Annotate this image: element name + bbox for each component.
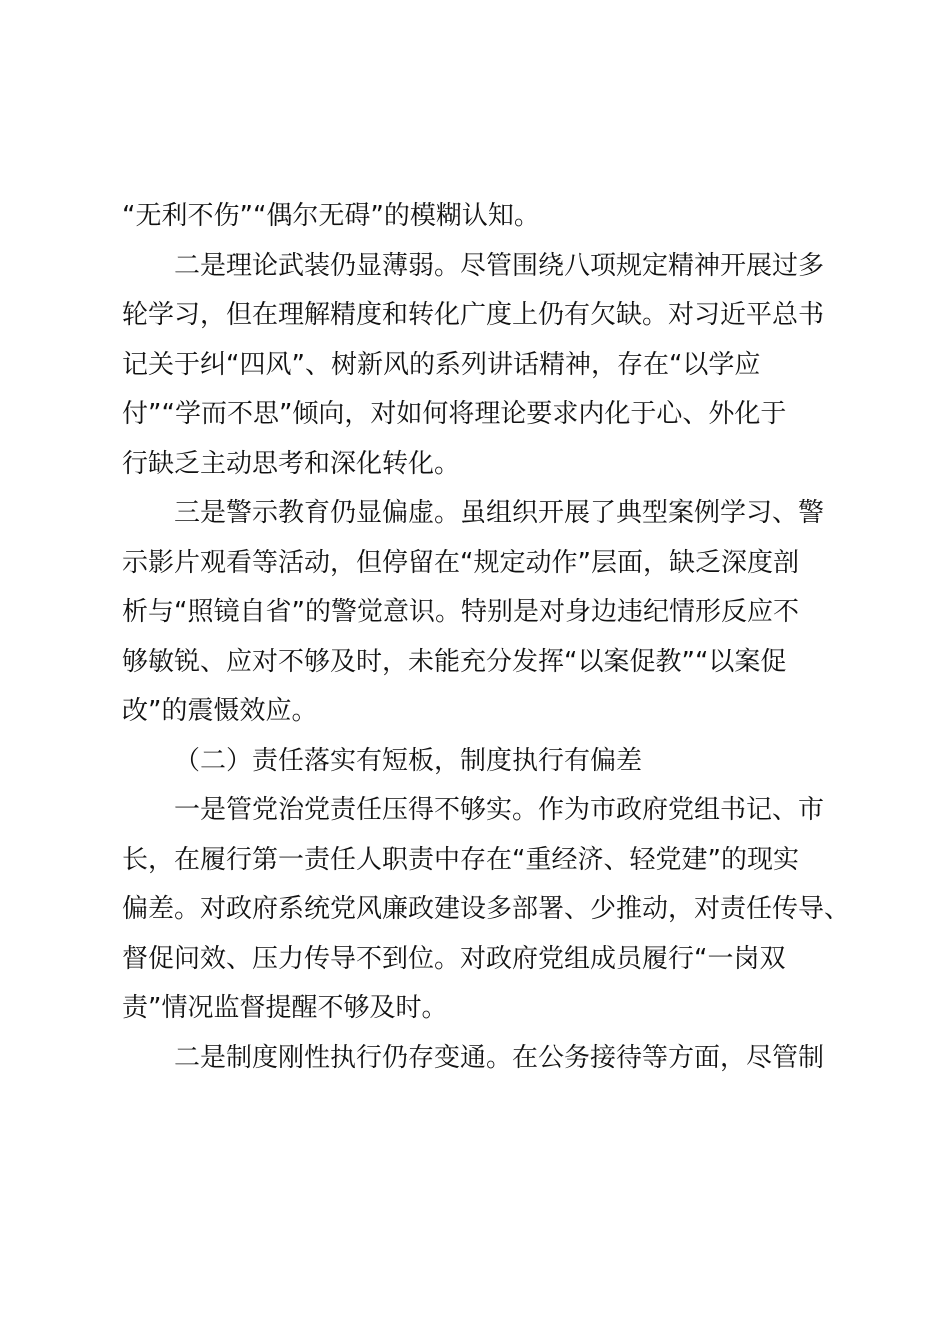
text-line-4: 记关于纠“四风”、树新风的系列讲话精神，存在“以学应 — [122, 349, 761, 380]
text-line-5: 付”“学而不思”倾向，对如何将理论要求内化于心、外化于 — [122, 399, 787, 429]
text-line-17: 责”情况监督提醒不够及时。 — [122, 993, 448, 1023]
text-line-15: 偏差。对政府系统党风廉政建设多部署、少推动，对责任传导、 — [122, 894, 851, 924]
paragraph-start-line: 二是制度刚性执行仍存变通。在公务接待等方面，尽管制 — [174, 1042, 825, 1073]
text-line-6: 行缺乏主动思考和深化转化。 — [122, 448, 461, 479]
text-line-11: 改”的震慑效应。 — [122, 696, 318, 726]
paragraph-start-line: 二是理论武装仍显薄弱。尽管围绕八项规定精神开展过多 — [174, 250, 825, 281]
text-line-9: 析与“照镜自省”的警觉意识。特别是对身边违纪情形反应不 — [122, 597, 799, 627]
section-heading: （二）责任落实有短板，制度执行有偏差 — [174, 745, 643, 776]
text-line-8: 示影片观看等活动，但停留在“规定动作”层面，缺乏深度剖 — [122, 547, 799, 578]
paragraph-start-line: 三是警示教育仍显偏虚。虽组织开展了典型案例学习、警 — [174, 498, 825, 528]
paragraph-start-line: 一是管党治党责任压得不够实。作为市政府党组书记、市 — [174, 795, 825, 825]
text-line-1: “无利不伤”“偶尔无碍”的模糊认知。 — [122, 201, 540, 231]
text-line-3: 轮学习，但在理解精度和转化广度上仍有欠缺。对习近平总书 — [122, 300, 825, 330]
document-body — [122, 192, 851, 1083]
text-line-16: 督促问效、压力传导不到位。对政府党组成员履行“一岗双 — [122, 943, 786, 974]
text-line-10: 够敏锐、应对不够及时，未能充分发挥“以案促教”“以案促 — [122, 646, 787, 677]
text-line-14: 长，在履行第一责任人职责中存在“重经济、轻党建”的现实 — [122, 844, 799, 875]
